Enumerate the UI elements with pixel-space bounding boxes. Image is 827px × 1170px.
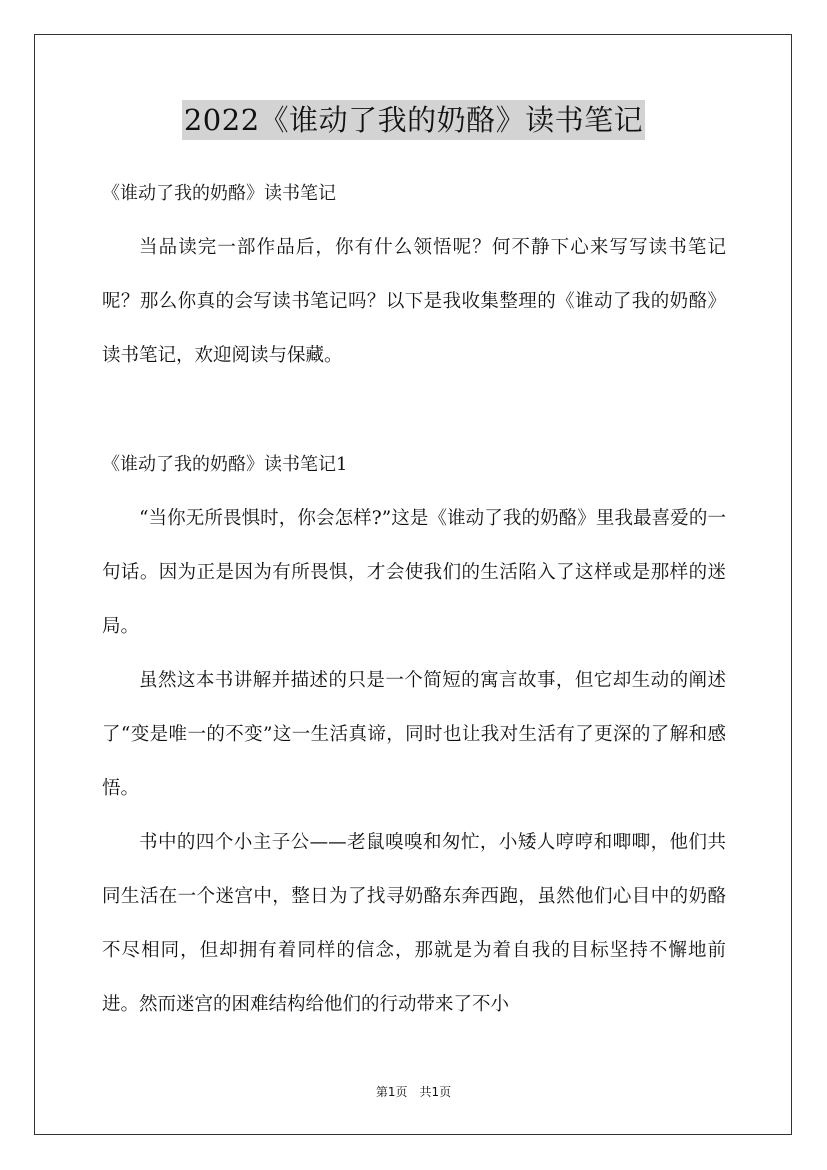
body-paragraph-3: 书中的四个小主子公——老鼠嗅嗅和匆忙，小矮人哼哼和唧唧，他们共同生活在一个迷宫中，整日为了找寻奶酪东奔西跑，虽然他们心目中的奶酪不尽相同，但却拥有着同样的信念，那就是为着自我的目标坚持不懈地前进。然而迷宫的困难结构给他们的行动带来了不小 [102,832,726,1015]
intro-block [102,167,726,383]
title-wrap [0,100,827,140]
body-paragraph-1: “当你无所畏惧时，你会怎样?”这是《谁动了我的奶酪》里我最喜爱的一句话。因为正是因为有所畏惧，才会使我们的生活陷入了这样或是那样的迷局。 [102,508,726,637]
document-title: 2022《谁动了我的奶酪》读书笔记 [182,100,645,140]
section-heading: 《谁动了我的奶酪》读书笔记1 [102,454,348,475]
intro-paragraph: 当品读完一部作品后，你有什么领悟呢？何不静下心来写写读书笔记呢？那么你真的会写读书笔记吗？以下是我收集整理的《谁动了我的奶酪》读书笔记，欢迎阅读与保藏。 [102,237,726,366]
page-footer: 第1页 共1页 [375,1085,452,1099]
section-block [102,438,726,1032]
document-subtitle: 《谁动了我的奶酪》读书笔记 [102,183,336,204]
body-paragraph-2: 虽然这本书讲解并描述的只是一个简短的寓言故事，但它却生动的阐述了“变是唯一的不变”这一生活真谛，同时也让我对生活有了更深的了解和感悟。 [102,670,726,799]
